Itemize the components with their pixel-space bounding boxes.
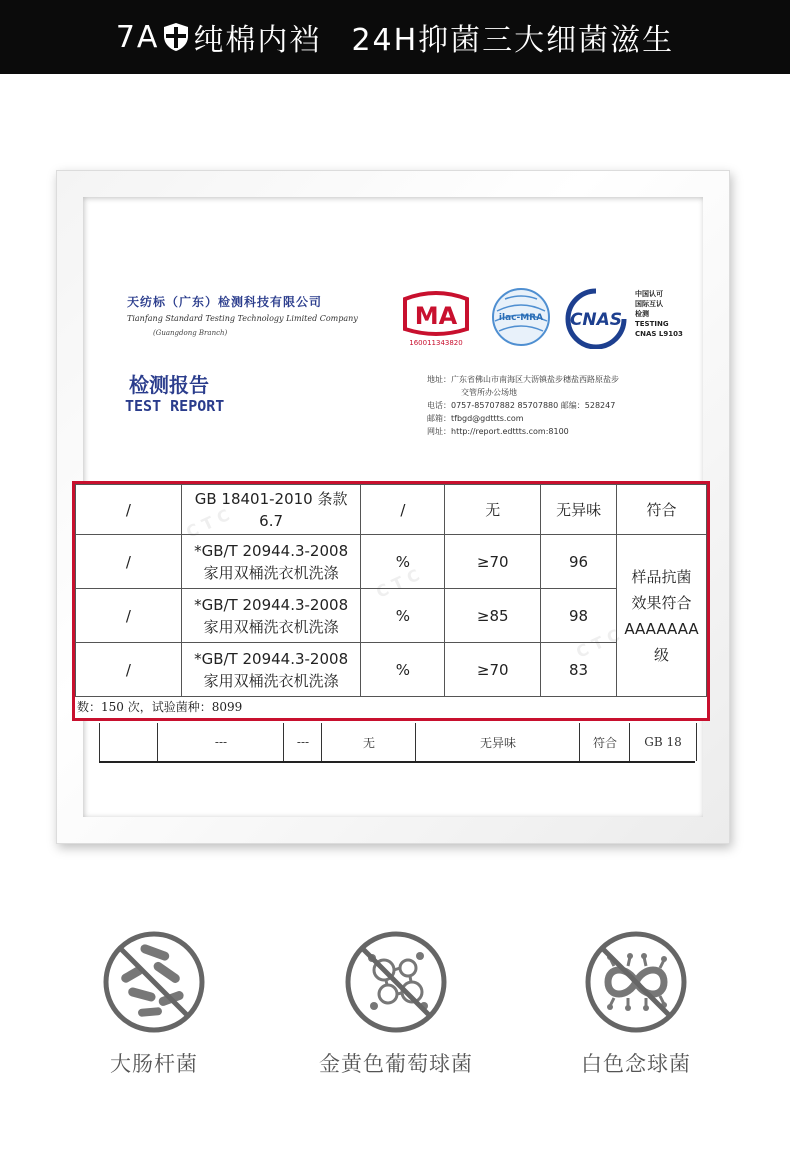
standard-line: 家用双桶洗衣机洗涤	[203, 617, 339, 636]
table-cell: 96	[541, 535, 617, 589]
candida-icon	[584, 930, 688, 1034]
ilac-logo-text: ilac-MRA	[498, 313, 544, 323]
table-cell-standard	[181, 589, 361, 643]
table-cell: /	[76, 485, 182, 535]
company-branch: (Guangdong Branch)	[153, 329, 228, 337]
ilac-mra-logo	[491, 285, 551, 349]
table-cell: /	[361, 485, 445, 535]
bottom-cell: ---	[157, 723, 284, 761]
cnas-logo-text: CNAS	[569, 310, 623, 330]
table-cell: /	[76, 643, 182, 697]
company-name-en: Tianfang Standard Testing Technology Limited Company	[127, 314, 358, 323]
bacteria-label: 金黄色葡萄球菌	[319, 1052, 473, 1076]
cma-logo	[399, 289, 473, 349]
header-title-mid: 纯棉内裆	[193, 23, 322, 58]
standard-line: *GB/T 20944.3-2008	[194, 541, 349, 560]
table-row	[76, 485, 707, 535]
bacteria-item-e-coli	[54, 930, 254, 1078]
table-row	[76, 643, 707, 697]
highlighted-result-table: C T C C T C C T C / GB 18401-2010 条款 6.7 / 无 无异味 符合 / *GB/T 20944.3-2008 家用双桶洗衣机洗涤 % ≥70 96 样品抗菌 效果符合 AAAAAAA 级 / *GB/T 20944.3-2008 家用双桶洗衣机洗涤 % ≥85 98 / *GB/T 20944.3-2008 家用双桶洗衣机洗涤 % ≥70 83 数：150 次，试验菌种：8099	[72, 481, 710, 721]
table-cell: %	[361, 535, 445, 589]
cma-logo-text: MA	[414, 302, 458, 330]
cnas-line: CNAS L9103	[635, 330, 683, 338]
bacteria-item-staphylococcus	[296, 930, 496, 1078]
standard-line: 6.7	[259, 511, 284, 530]
table-cell: /	[76, 589, 182, 643]
table-cell: 无	[445, 485, 541, 535]
table-cell-standard	[181, 535, 361, 589]
result-table	[75, 484, 707, 697]
standard-line: GB 18401-2010 条款	[194, 489, 348, 508]
cnas-line: 国际互认	[635, 300, 663, 308]
standard-line: 家用双桶洗衣机洗涤	[203, 671, 339, 690]
report-title-en: TEST REPORT	[125, 397, 225, 415]
bottom-cell: 符合	[579, 723, 630, 761]
table-cell-standard	[181, 643, 361, 697]
bacteria-item-candida	[536, 930, 736, 1078]
address-line: 交管所办公场地	[461, 388, 517, 397]
cnas-logo	[561, 287, 631, 349]
company-name-cn: 天纺标（广东）检测科技有限公司	[127, 295, 323, 309]
table-cell: 98	[541, 589, 617, 643]
phone-line: 电话：0757-85707882 85707880 邮编：528247	[427, 401, 616, 410]
bacteria-icons-row	[0, 930, 790, 1090]
standard-line: *GB/T 20944.3-2008	[194, 649, 349, 668]
table-cell: 83	[541, 643, 617, 697]
cnas-line: TESTING	[635, 320, 669, 328]
table-cell: ≥85	[445, 589, 541, 643]
standard-line: 家用双桶洗衣机洗涤	[203, 563, 339, 582]
table-cell: /	[76, 535, 182, 589]
cma-number: 160011343820	[409, 339, 463, 347]
standard-line: *GB/T 20944.3-2008	[194, 595, 349, 614]
cnas-line: 检测	[635, 310, 649, 318]
bottom-cell: ---	[283, 723, 322, 761]
bottom-cell	[99, 723, 158, 761]
table-cell: ≥70	[445, 535, 541, 589]
website-line: 网址：http://report.edttts.com:8100	[427, 427, 569, 436]
bottom-cell: GB 18	[629, 723, 697, 761]
test-footnote: 数：150 次，试验菌种：8099	[77, 700, 243, 714]
conform-line: 效果符合	[631, 593, 692, 612]
header-banner	[0, 0, 790, 74]
report-bottom-row	[99, 723, 695, 763]
staphylococcus-icon	[344, 930, 448, 1034]
header-title-left: 7A	[115, 19, 160, 55]
conform-line: 级	[653, 645, 669, 664]
cnas-line: 中国认可	[635, 290, 663, 298]
table-cell-conform-merged	[617, 535, 707, 697]
shield-cross-icon	[163, 22, 189, 52]
conform-line: AAAAAAA	[624, 619, 699, 638]
bacteria-label: 白色念球菌	[581, 1052, 691, 1076]
email-line: 邮箱：tfbgd@gdttts.com	[427, 414, 524, 423]
table-cell: %	[361, 643, 445, 697]
table-cell-conform: 符合	[617, 485, 707, 535]
table-cell: ≥70	[445, 643, 541, 697]
address-line: 地址：广东省佛山市南海区大沥镇盐步穗盐西路原盐步	[427, 375, 619, 384]
table-row	[76, 535, 707, 589]
e-coli-icon	[102, 930, 206, 1034]
table-row	[76, 589, 707, 643]
conform-line: 样品抗菌	[631, 567, 692, 586]
bottom-cell: 无	[321, 723, 416, 761]
bottom-cell: 无异味	[415, 723, 580, 761]
table-cell: 无异味	[541, 485, 617, 535]
company-address-block	[427, 373, 697, 438]
report-title-cn: 检测报告	[129, 373, 209, 397]
table-cell-standard	[181, 485, 361, 535]
table-cell: %	[361, 589, 445, 643]
header-title-right: 24H抑菌三大细菌滋生	[351, 23, 675, 58]
cnas-side-text	[635, 289, 683, 339]
bacteria-label: 大肠杆菌	[110, 1052, 198, 1076]
